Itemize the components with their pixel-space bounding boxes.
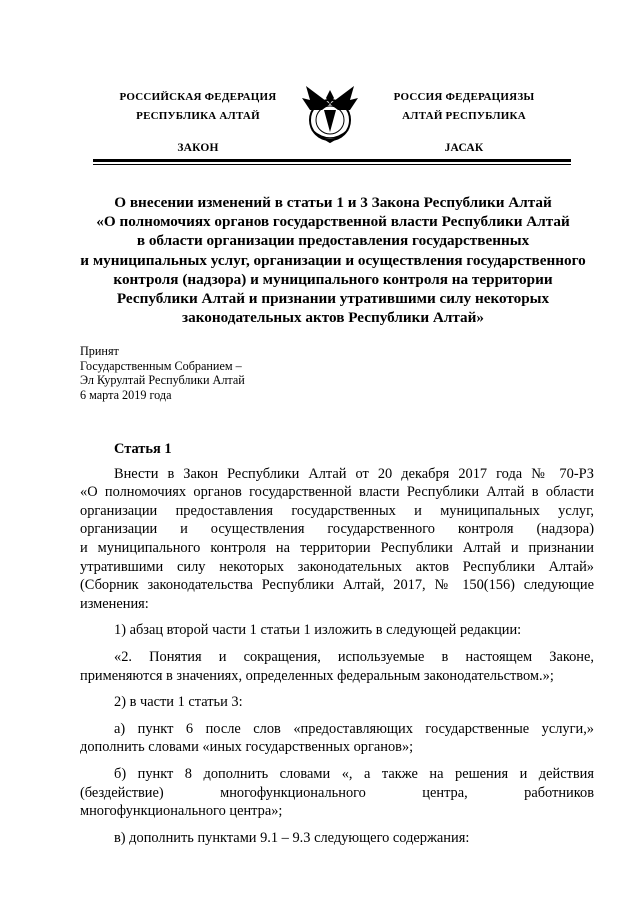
item-1: 1) абзац второй части 1 статьи 1 изложить в следующей редакции: — [114, 622, 522, 639]
text-line: применяются в значениях, определенных федеральным законодательством.»; — [80, 667, 554, 684]
item-2: 2) в части 1 статьи 3: — [114, 694, 243, 711]
header-right-republic: АЛТАЙ РЕСПУБЛИКА — [402, 110, 526, 122]
altai-republic-emblem-icon — [296, 80, 364, 146]
text-line: Внести в Закон Республики Алтай от 20 декабря 2017 года № 70-РЗ — [114, 465, 594, 482]
header-right — [364, 88, 564, 158]
text-line: (бездействие) многофункционального центра, работников — [80, 784, 594, 801]
text-line: изменения: — [80, 595, 149, 612]
text-line: и муниципального контроля на территории Республики Алтай и признании — [80, 539, 594, 556]
header-rule-thick — [93, 159, 571, 162]
item-2a — [80, 720, 594, 757]
text-line: а) пункт 6 после слов «предоставляющих государственные услуги,» — [114, 720, 594, 737]
header-left — [98, 88, 298, 158]
adoption-line: Эл Курултай Республики Алтай — [80, 373, 245, 388]
text-line: «О полномочиях органов государственной власти Республики Алтай в области — [80, 484, 594, 501]
article-body — [80, 440, 594, 847]
header-left-republic: РЕСПУБЛИКА АЛТАЙ — [136, 110, 260, 122]
law-title — [70, 193, 596, 327]
item-2b — [80, 765, 594, 821]
title-line: и муниципальных услуг, организации и осуществления государственного — [80, 251, 586, 269]
header-rule-thin — [93, 164, 571, 165]
text-line: утратившими силу некоторых законодательных актов Республики Алтай» — [80, 558, 594, 575]
adoption-line: Государственным Собранием – — [80, 358, 242, 373]
adoption-note — [80, 344, 245, 402]
title-line: контроля (надзора) и муниципального контроля на территории — [113, 270, 553, 288]
text-line: организации и осуществления государственного контроля (надзора) — [80, 521, 594, 538]
text-line: (Сборник законодательства Республики Алтай, 2017, № 150(156) следующие — [80, 577, 594, 594]
header-right-law: JАСАК — [444, 142, 484, 154]
title-line: в области организации предоставления государственных — [136, 232, 530, 250]
text-line: б) пункт 8 дополнить словами «, а также на решения и действия — [114, 765, 594, 782]
item-2c: в) дополнить пунктами 9.1 – 9.3 следующего содержания: — [114, 829, 470, 846]
title-line: законодательных актов Республики Алтай» — [182, 309, 484, 327]
header-left-law: ЗАКОН — [177, 142, 219, 154]
title-line: Республики Алтай и признании утратившими силу некоторых — [116, 290, 550, 308]
text-line: дополнить словами «иных государственных органов»; — [80, 739, 414, 756]
header-left-country: РОССИЙСКАЯ ФЕДЕРАЦИЯ — [119, 91, 277, 103]
adoption-date: 6 марта 2019 года — [80, 387, 172, 402]
text-line: «2. Понятия и сокращения, используемые в настоящем Законе, — [114, 648, 594, 665]
title-line: «О полномочиях органов государственной власти Республики Алтай — [96, 213, 570, 231]
paragraph-amendment-intro — [80, 465, 594, 614]
text-line: многофункционального центра»; — [80, 803, 283, 820]
article-heading: Статья 1 — [114, 441, 172, 457]
title-line: О внесении изменений в статьи 1 и 3 Закона Республики Алтай — [114, 194, 552, 211]
quote-paragraph — [80, 648, 594, 685]
adoption-line: Принят — [80, 344, 119, 358]
header-right-country: РОССИЯ ФЕДЕРАЦИЯЗЫ — [393, 91, 535, 103]
text-line: организации предоставления государственных и муниципальных услуг, — [80, 502, 594, 519]
